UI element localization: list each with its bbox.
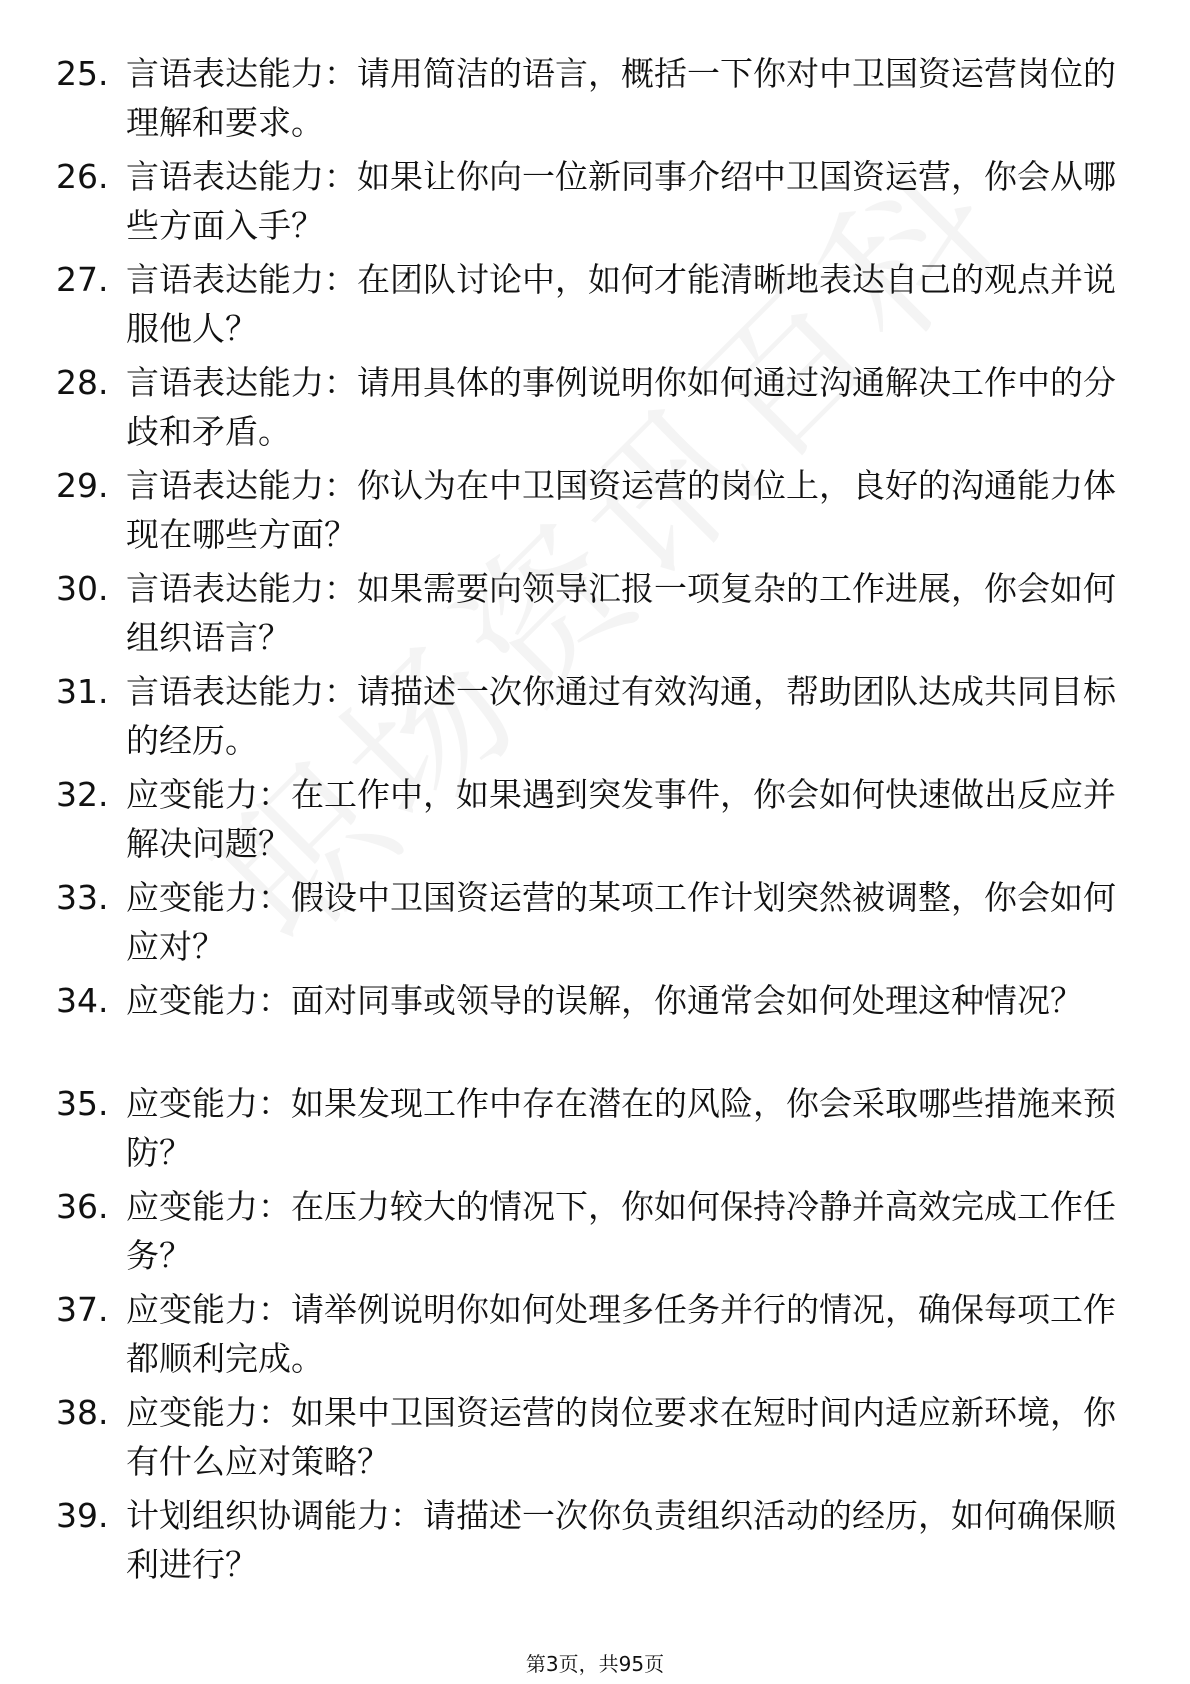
question-number: 28. [56,363,109,402]
page-footer [0,1648,1190,1677]
question-number: 34. [56,981,109,1020]
question-item [56,564,1116,662]
page-number-label: 第3页，共95页 [525,1652,665,1676]
question-item [56,1182,1116,1280]
question-list [56,49,1116,1594]
question-text: 应变能力：在压力较大的情况下，你如何保持冷静并高效完成工作任务？ [126,1187,1116,1275]
question-text: 应变能力：假设中卫国资运营的某项工作计划突然被调整，你会如何应对？ [126,878,1116,966]
question-item [56,873,1116,971]
question-text: 言语表达能力：请用简洁的语言，概括一下你对中卫国资运营岗位的理解和要求。 [126,54,1116,142]
question-item [56,1491,1116,1589]
question-text: 应变能力：请举例说明你如何处理多任务并行的情况，确保每项工作都顺利完成。 [126,1290,1116,1378]
question-text: 言语表达能力：如果让你向一位新同事介绍中卫国资运营，你会从哪些方面入手？ [126,157,1116,245]
question-item [56,49,1116,147]
question-text: 言语表达能力：在团队讨论中，如何才能清晰地表达自己的观点并说服他人？ [126,260,1116,348]
question-number: 35. [56,1084,109,1123]
question-number: 36. [56,1187,109,1226]
question-text: 言语表达能力：请用具体的事例说明你如何通过沟通解决工作中的分歧和矛盾。 [126,363,1116,451]
question-text: 言语表达能力：如果需要向领导汇报一项复杂的工作进展，你会如何组织语言？ [126,569,1116,657]
question-text: 应变能力：如果中卫国资运营的岗位要求在短时间内适应新环境，你有什么应对策略？ [126,1393,1116,1481]
question-number: 27. [56,260,109,299]
question-item [56,1079,1116,1177]
question-item [56,770,1116,868]
question-item [56,255,1116,353]
question-item [56,1285,1116,1383]
question-number: 26. [56,157,109,196]
question-number: 31. [56,672,109,711]
question-item [56,358,1116,456]
question-number: 33. [56,878,109,917]
question-item [56,976,1116,1074]
question-text: 言语表达能力：请描述一次你通过有效沟通，帮助团队达成共同目标的经历。 [126,672,1116,760]
question-text: 应变能力：在工作中，如果遇到突发事件，你会如何快速做出反应并解决问题？ [126,775,1116,863]
question-item [56,152,1116,250]
question-number: 32. [56,775,109,814]
question-number: 30. [56,569,109,608]
question-text: 言语表达能力：你认为在中卫国资运营的岗位上，良好的沟通能力体现在哪些方面？ [126,466,1116,554]
question-number: 39. [56,1496,109,1535]
question-item [56,461,1116,559]
question-text: 应变能力：如果发现工作中存在潜在的风险，你会采取哪些措施来预防？ [126,1084,1116,1172]
question-item [56,1388,1116,1486]
question-text: 应变能力：面对同事或领导的误解，你通常会如何处理这种情况？ [126,981,1083,1020]
question-number: 29. [56,466,109,505]
question-number: 25. [56,54,109,93]
question-text: 计划组织协调能力：请描述一次你负责组织活动的经历，如何确保顺利进行？ [126,1496,1116,1584]
question-number: 37. [56,1290,109,1329]
question-number: 38. [56,1393,109,1432]
question-item [56,667,1116,765]
